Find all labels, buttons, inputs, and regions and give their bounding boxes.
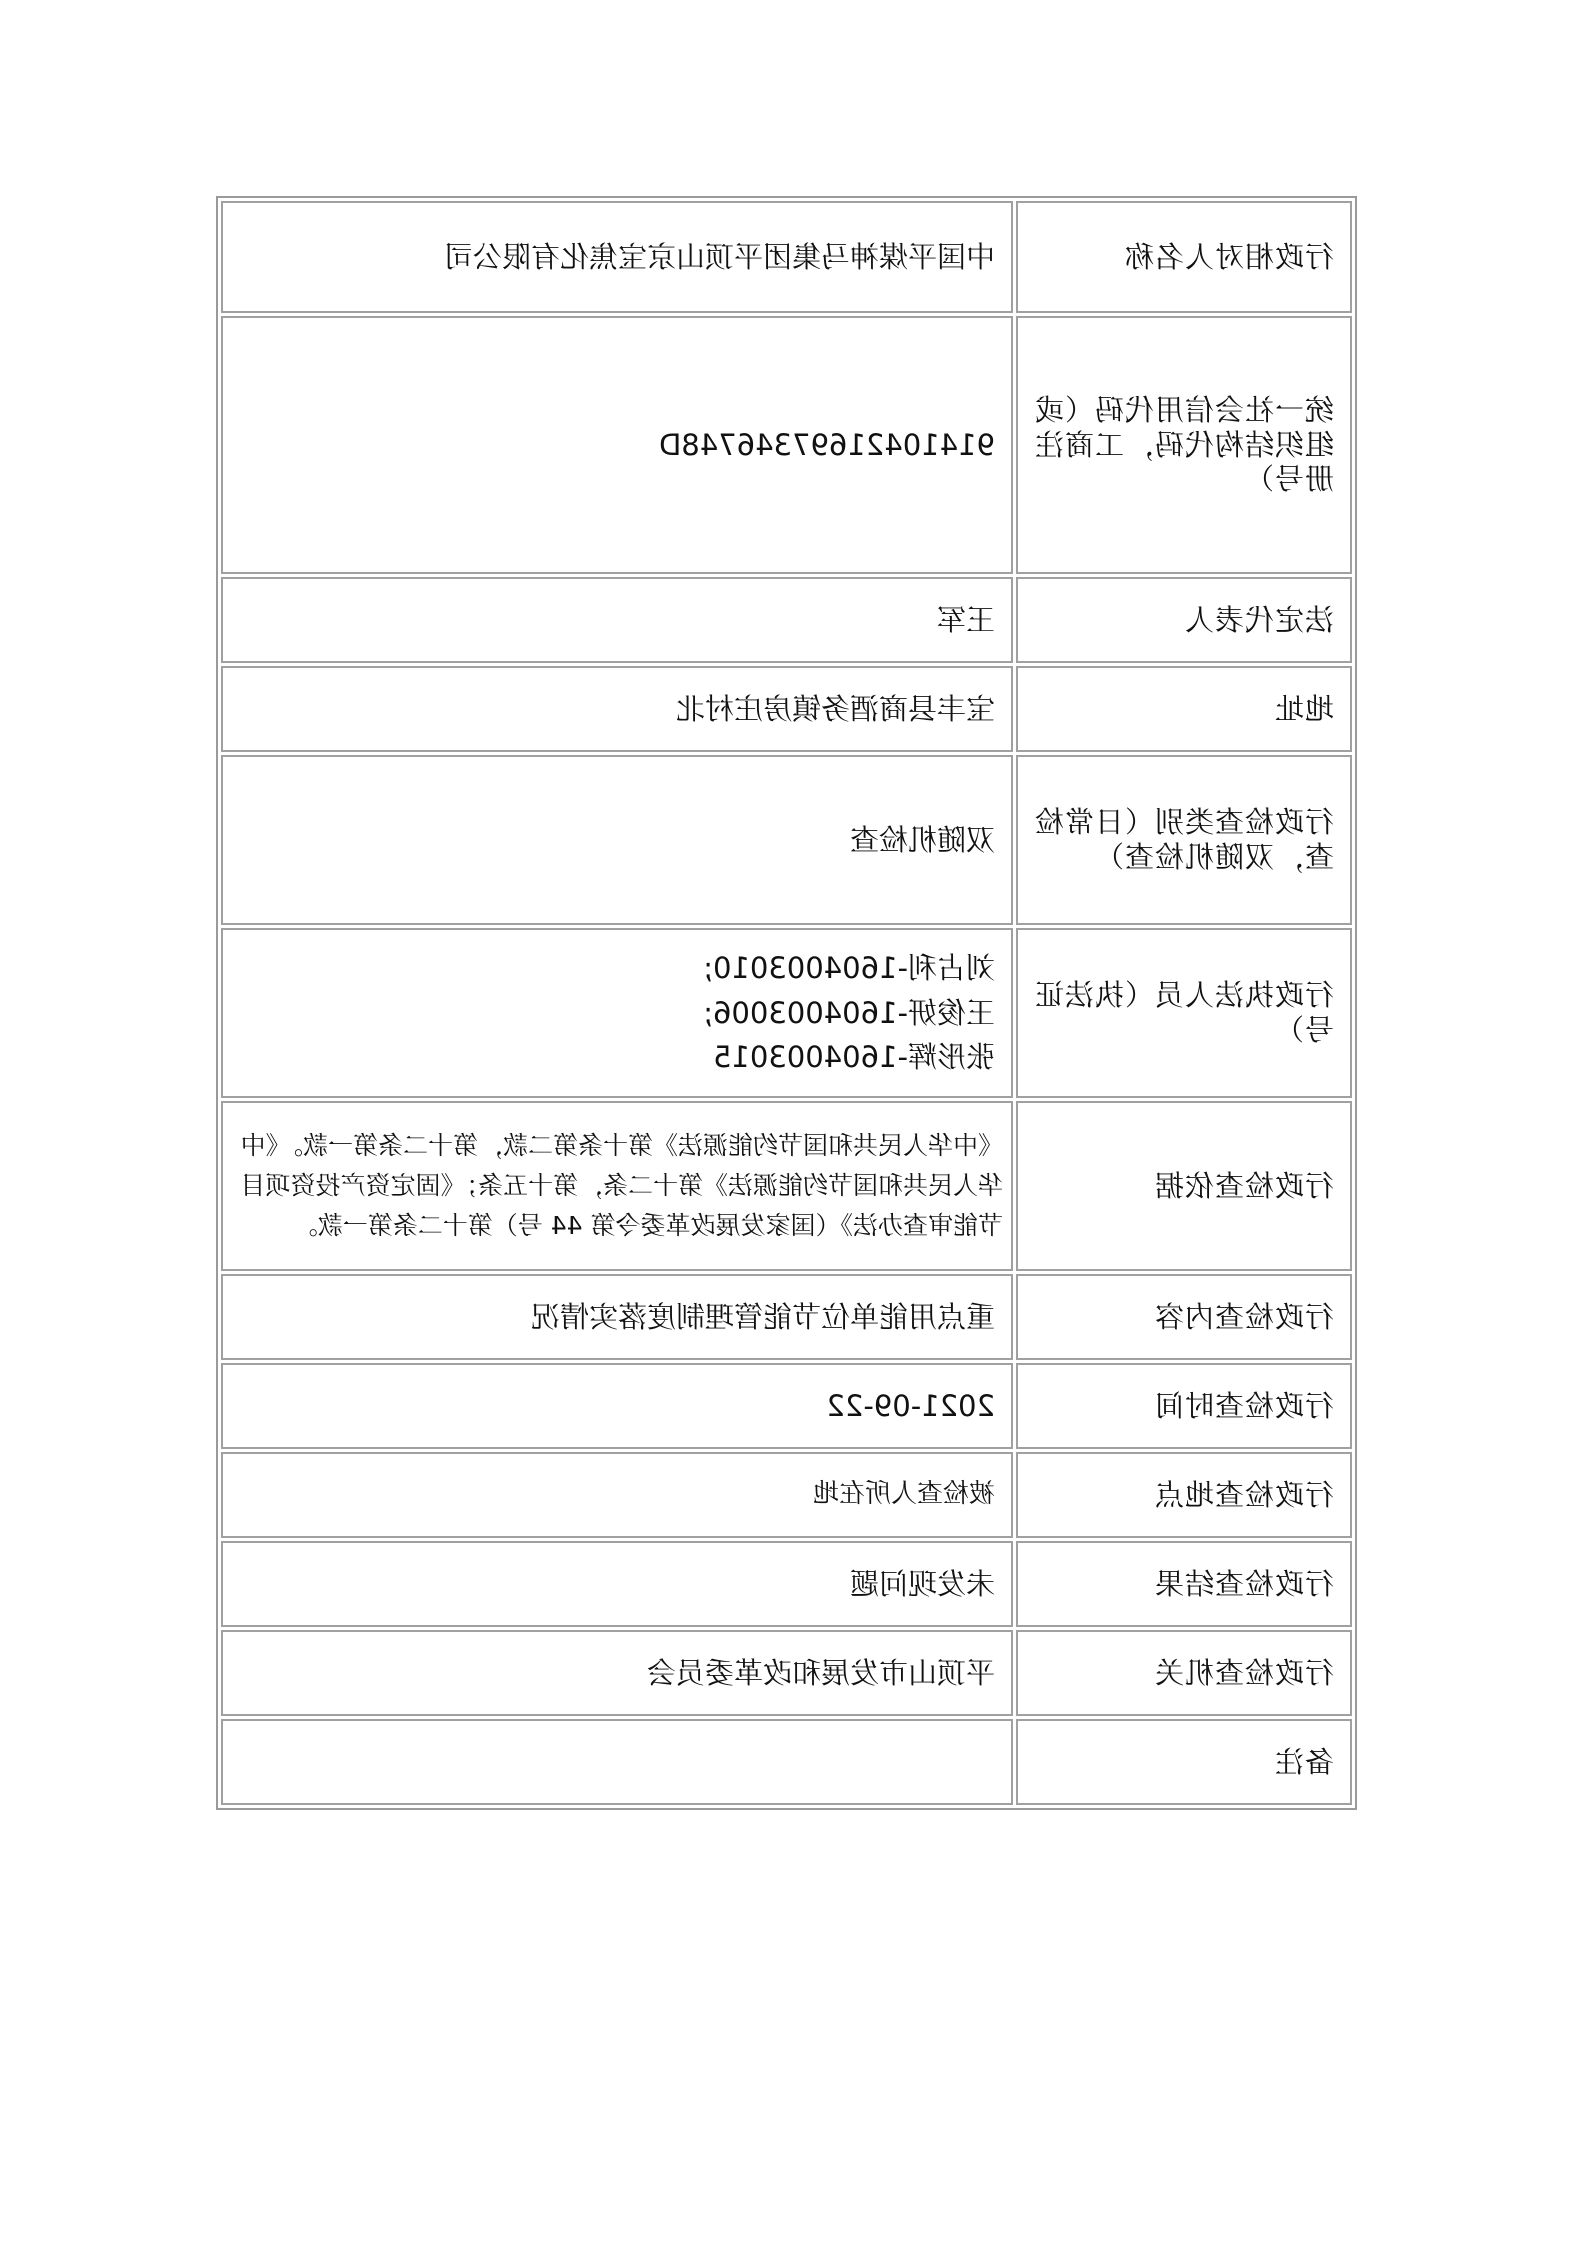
table-row <box>221 666 1352 752</box>
value-inspection-time: 2021-09-22 <box>221 1363 1013 1449</box>
table-row <box>221 1101 1352 1271</box>
value-relative-party-name: 中国平煤神马集团平顶山京宝焦化有限公司 <box>221 201 1013 313</box>
table-row <box>221 1274 1352 1360</box>
label-inspection-result: 行政检查结果 <box>1016 1541 1352 1627</box>
label-inspection-content: 行政检查内容 <box>1016 1274 1352 1360</box>
value-legal-representative: 王军 <box>221 577 1013 663</box>
value-inspection-location: 被检查人所在地 <box>221 1452 1013 1538</box>
value-inspection-content: 重点用能单位节能管理制度落实情况 <box>221 1274 1013 1360</box>
table-row <box>221 577 1352 663</box>
label-address: 地址 <box>1016 666 1352 752</box>
table-row <box>221 1719 1352 1805</box>
table-row <box>221 201 1352 313</box>
value-credit-code: 91410421697346748D <box>221 316 1013 574</box>
label-enforcement-officers: 行政执法人员（执法证号） <box>1016 928 1352 1098</box>
label-legal-representative: 法定代表人 <box>1016 577 1352 663</box>
value-remarks <box>221 1719 1013 1805</box>
officer-line: 王俊妍-1604003006; <box>703 995 995 1030</box>
label-inspection-basis: 行政检查依据 <box>1016 1101 1352 1271</box>
table-row <box>221 755 1352 925</box>
value-inspection-result: 未发现问题 <box>221 1541 1013 1627</box>
value-address: 宝丰县商酒务镇房庄村北 <box>221 666 1013 752</box>
label-remarks: 备注 <box>1016 1719 1352 1805</box>
officer-line: 张彤辉-1604003015 <box>713 1040 995 1075</box>
table-row <box>221 1363 1352 1449</box>
officer-line: 刘占利-1604003010; <box>703 950 995 985</box>
label-inspection-time: 行政检查时间 <box>1016 1363 1352 1449</box>
value-enforcement-officers <box>221 928 1013 1098</box>
table-row <box>221 316 1352 574</box>
label-inspection-location: 行政检查地点 <box>1016 1452 1352 1538</box>
value-inspection-basis: 《中华人民共和国节约能源法》第十条第二款，第十二条第一款。《中华人民共和国节约能源法》第十二条，第十五条；《固定资产投资项目节能审查办法》（国家发展改革委令第 44 号）第十二条第一款。 <box>221 1101 1013 1271</box>
value-inspection-authority: 平顶山市发展和改革委员会 <box>221 1630 1013 1716</box>
label-relative-party-name: 行政相对人名称 <box>1016 201 1352 313</box>
table-row <box>221 928 1352 1098</box>
table-row <box>221 1541 1352 1627</box>
label-inspection-category: 行政检查类别（日常检查，双随机检查） <box>1016 755 1352 925</box>
table-row <box>221 1452 1352 1538</box>
table-row <box>221 1630 1352 1716</box>
inspection-info-table <box>216 196 1357 1810</box>
value-inspection-category: 双随机检查 <box>221 755 1013 925</box>
label-credit-code: 统一社会信用代码（或组织结构代码，工商注册号） <box>1016 316 1352 574</box>
label-inspection-authority: 行政检查机关 <box>1016 1630 1352 1716</box>
